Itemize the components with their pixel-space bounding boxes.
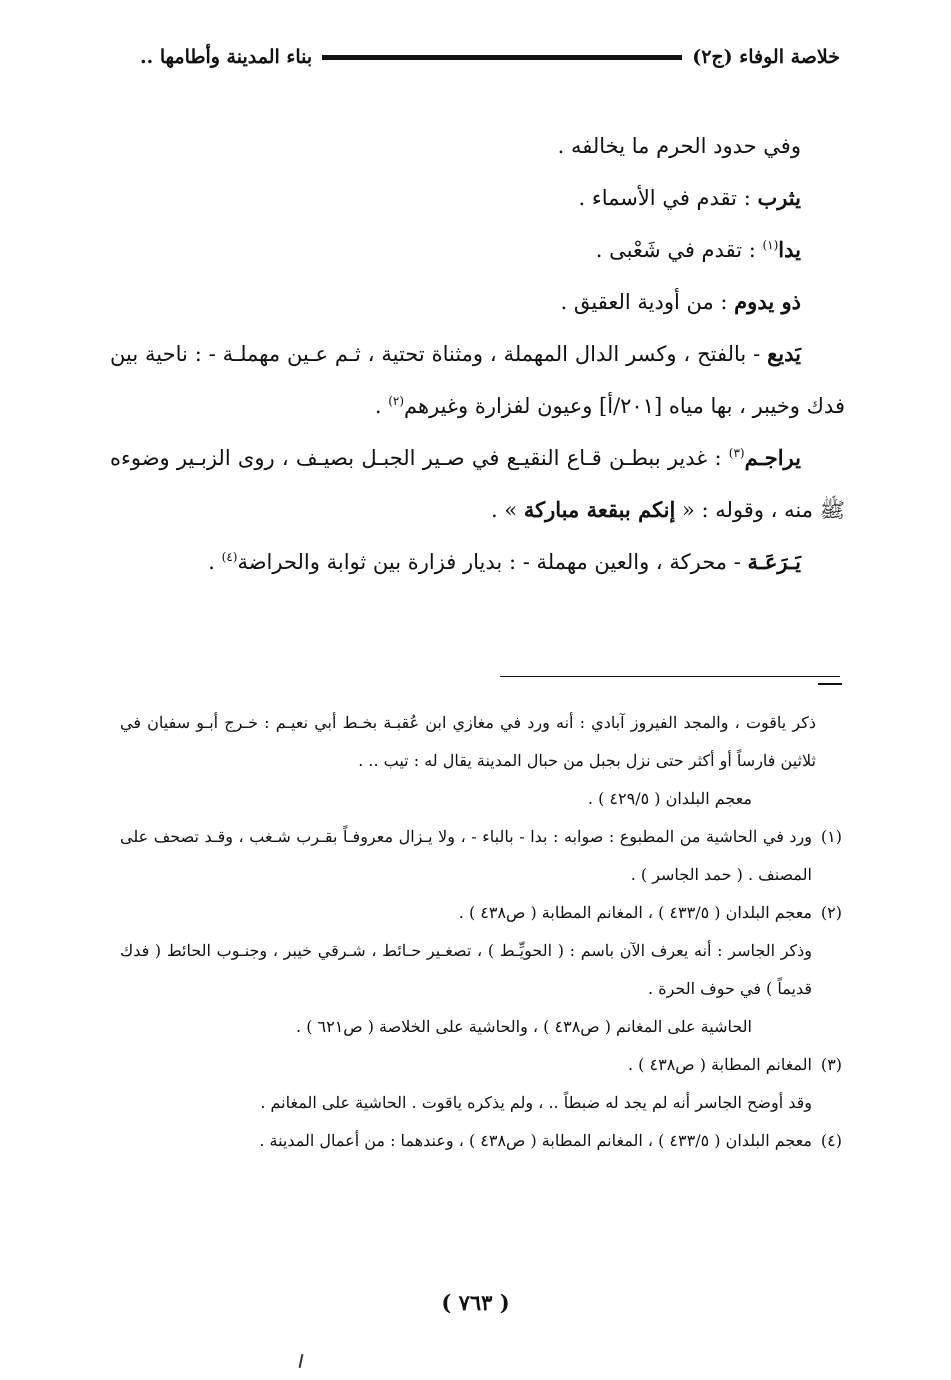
footnote-number: (٣) [820,1055,842,1074]
footnote-separator [500,676,840,677]
footnotes [120,704,842,1160]
header-rule [322,55,682,60]
footnote-ref: (٣) [728,446,745,460]
page-number: ( ٧٦٣ ) [441,1290,510,1315]
footnote-2-detail: وذكر الجاسر : أنه يعرف الآن باسم : ( الحويِّـط ) ، تصغـير حـائط ، شـرقي خيبر ، وجنـوب الحائط ( فدك قديماً ) في حوف الحرة . [120,941,812,998]
entry-yathrib [110,172,845,224]
entry-text: - بالفتح ، وكسر الدال المهملة ، ومثناة تحتية ، ثـم عـين مهملـة - : ناحية بين فدك وخيبر ، بها مياه [٢٠١/أ] وعيون لفزارة وغيرهم [110,342,845,418]
entry-yaraa [110,536,845,588]
entry-quote: إنكم ببقعة مباركة [523,497,676,522]
scan-mark [299,1354,304,1368]
entry-end: . [374,394,389,418]
entry-text: : من أودية العقيق . [560,290,735,314]
entry-end: . [208,550,222,574]
entry-text: - محركة ، والعين مهملة - : بديار فزارة بين ثوابة والحراضة [237,550,748,574]
footnote-1 [120,818,842,894]
footnote-2-source: الحاشية على المغانم ( ص٤٣٨ ) ، والحاشية على الخلاصة ( ص٦٢١ ) . [296,1017,752,1036]
footnote-text: معجم البلدان ( ٤٣٣/٥ ) ، المغانم المطابة ( ص٤٣٨ ) . [458,903,812,922]
header-section-title: بناء المدينة وأطامها .. [140,46,313,68]
entry-term: ذو يدوم [734,289,801,314]
main-text [110,120,845,588]
footnote-number: (٤) [820,1131,842,1150]
entry-text: : تقدم في شَعْبى . [595,238,763,262]
footnote-continuation-mark [818,683,842,685]
entry-text: : غدير ببطـن قـاع النقيـع في صـير الجبـل بصيـف ، روى الزبـير وضوءه ﷺ منه ، وقوله : « [110,446,845,522]
footnote-text: المغانم المطابة ( ص٤٣٨ ) . [628,1055,812,1074]
footnote-number: (١) [820,827,842,846]
footnote-4 [120,1122,842,1160]
running-header [140,40,840,74]
entry-yadi [110,328,845,432]
entry-dhu-yadum [110,276,845,328]
footnote-ref: (٢) [388,394,405,408]
footnote-text: معجم البلدان ( ٤٣٣/٥ ) ، المغانم المطابة ( ص٤٣٨ ) ، وعندهما : من أعمال المدينة . [259,1131,812,1150]
entry-term: يدا [778,237,801,262]
entry-term: يراجـم [744,445,801,470]
header-book-title: خلاصة الوفاء (ج٢) [692,46,840,68]
footnote-3 [120,1046,842,1084]
footnote-2 [120,894,842,932]
footnote-number: (٢) [820,903,842,922]
entry-yada [110,224,845,276]
entry-end: » . [491,498,524,522]
footnote-3-detail: وقد أوضح الجاسر أنه لم يجد له ضبطاً .. ، ولم يذكره ياقوت . الحاشية على المغانم . [260,1093,812,1112]
entry-term: يثرب [757,185,801,210]
footnote-continuation-source: معجم البلدان ( ٤٢٩/٥ ) . [587,789,752,808]
footnote-text: ورد في الحاشية من المطبوع : صوابه : بدا - بالباء - ، ولا يـزال معروفـاً بقـرب شـغب ، وقـد تصحف على المصنف . ( حمد الجاسر ) . [120,827,812,884]
footnote-continuation: ذكر ياقوت ، والمجد الفيروز آبادي : أنه ورد في مغازي ابن عُقبـة بخـط أبي نعيـم : خـرج أبـو سفيان في ثلاثين فارساً أو أكثر حتى نزل بجبل من حبال المدينة يقال له : تيب .. . [120,713,816,770]
entry-text: : تقدم في الأسماء . [578,186,758,210]
footnote-ref: (١) [762,238,779,252]
footnote-ref: (٤) [221,550,238,564]
entry-yarajim [110,432,845,536]
intro-line: وفي حدود الحرم ما يخالفه . [557,134,801,158]
entry-term: يَـرَعَـة [747,549,801,574]
entry-term: يَديع [767,341,801,366]
